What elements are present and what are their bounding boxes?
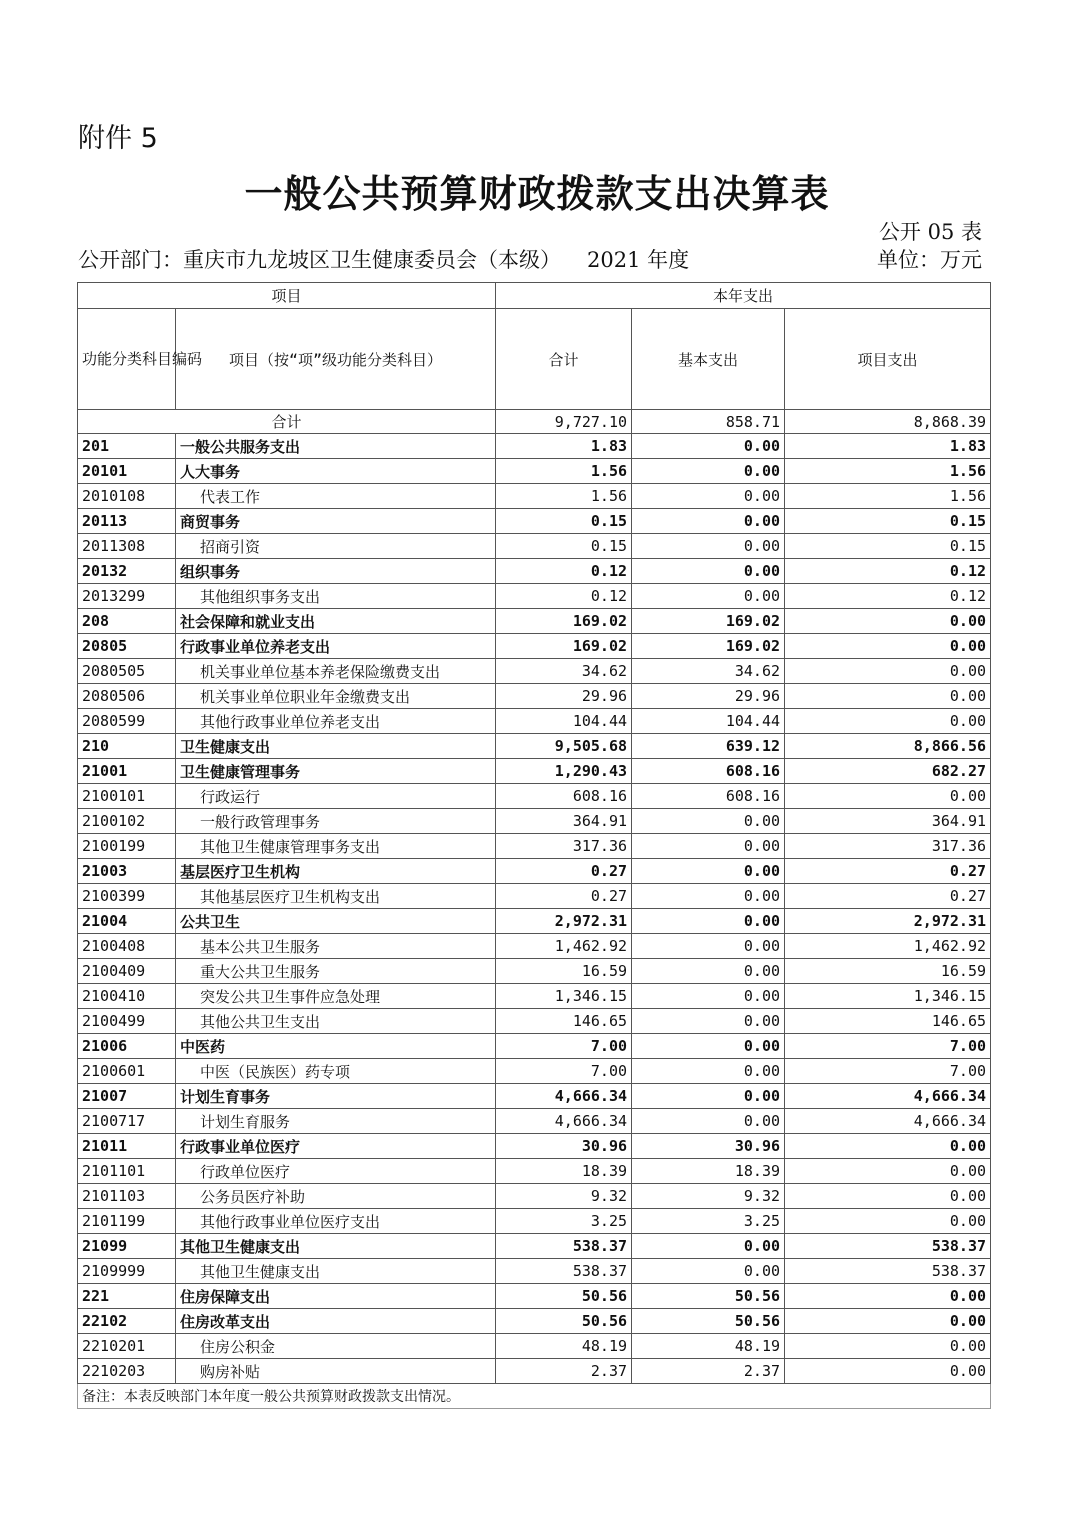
row-project: 1.83 (785, 434, 991, 459)
row-project: 7.00 (785, 1034, 991, 1059)
basic-header: 基本支出 (632, 309, 785, 410)
row-code: 2080506 (78, 684, 176, 709)
row-basic: 608.16 (632, 784, 785, 809)
row-name: 中医（民族医）药专项 (176, 1059, 496, 1084)
row-project: 317.36 (785, 834, 991, 859)
table-row (78, 884, 991, 909)
table-row (78, 1209, 991, 1234)
row-code: 2109999 (78, 1259, 176, 1284)
row-project: 0.12 (785, 559, 991, 584)
table-row (78, 809, 991, 834)
row-total: 2.37 (496, 1359, 632, 1384)
row-code: 21011 (78, 1134, 176, 1159)
row-project: 4,666.34 (785, 1109, 991, 1134)
row-total: 0.12 (496, 559, 632, 584)
row-total: 538.37 (496, 1259, 632, 1284)
department-name: 公开部门：重庆市九龙坡区卫生健康委员会（本级） (78, 248, 561, 272)
row-project: 0.15 (785, 509, 991, 534)
table-row (78, 684, 991, 709)
row-name: 人大事务 (176, 459, 496, 484)
table-row (78, 509, 991, 534)
row-basic: 0.00 (632, 509, 785, 534)
row-basic: 0.00 (632, 1034, 785, 1059)
row-basic: 0.00 (632, 884, 785, 909)
row-name: 其他行政事业单位医疗支出 (176, 1209, 496, 1234)
row-basic: 608.16 (632, 759, 785, 784)
row-basic: 0.00 (632, 584, 785, 609)
row-name: 卫生健康支出 (176, 734, 496, 759)
row-basic: 0.00 (632, 1259, 785, 1284)
row-name: 住房改革支出 (176, 1309, 496, 1334)
row-basic: 2.37 (632, 1359, 785, 1384)
row-total: 30.96 (496, 1134, 632, 1159)
row-project: 146.65 (785, 1009, 991, 1034)
row-basic: 18.39 (632, 1159, 785, 1184)
row-total: 7.00 (496, 1059, 632, 1084)
row-basic: 0.00 (632, 959, 785, 984)
department-line (78, 244, 689, 274)
row-code: 2100410 (78, 984, 176, 1009)
table-row (78, 609, 991, 634)
header-row-1 (78, 283, 991, 309)
row-name: 其他组织事务支出 (176, 584, 496, 609)
table-number: 公开 05 表 (878, 220, 982, 244)
table-row (78, 1009, 991, 1034)
row-basic: 0.00 (632, 1234, 785, 1259)
table-row (78, 984, 991, 1009)
row-project: 0.00 (785, 659, 991, 684)
row-total: 169.02 (496, 609, 632, 634)
total-row (78, 410, 991, 434)
row-code: 2080505 (78, 659, 176, 684)
row-name: 其他行政事业单位养老支出 (176, 709, 496, 734)
table-row (78, 709, 991, 734)
row-code: 2100409 (78, 959, 176, 984)
row-total: 1,290.43 (496, 759, 632, 784)
row-name: 机关事业单位基本养老保险缴费支出 (176, 659, 496, 684)
row-project: 0.00 (785, 609, 991, 634)
row-code: 201 (78, 434, 176, 459)
row-total: 7.00 (496, 1034, 632, 1059)
table-row (78, 1159, 991, 1184)
row-project: 0.00 (785, 1334, 991, 1359)
row-total: 1.83 (496, 434, 632, 459)
row-basic: 0.00 (632, 859, 785, 884)
table-row (78, 659, 991, 684)
row-project: 0.27 (785, 859, 991, 884)
row-total: 9,505.68 (496, 734, 632, 759)
row-basic: 9.32 (632, 1184, 785, 1209)
row-project: 0.12 (785, 584, 991, 609)
row-project: 8,866.56 (785, 734, 991, 759)
row-total: 169.02 (496, 634, 632, 659)
row-basic: 3.25 (632, 1209, 785, 1234)
row-code: 208 (78, 609, 176, 634)
table-row (78, 584, 991, 609)
row-project: 0.00 (785, 1209, 991, 1234)
row-project: 364.91 (785, 809, 991, 834)
row-basic: 34.62 (632, 659, 785, 684)
table-row (78, 634, 991, 659)
row-name: 计划生育服务 (176, 1109, 496, 1134)
row-basic: 169.02 (632, 634, 785, 659)
row-total: 50.56 (496, 1284, 632, 1309)
row-total: 0.27 (496, 884, 632, 909)
row-project: 0.00 (785, 1134, 991, 1159)
table-row (78, 1359, 991, 1384)
row-basic: 0.00 (632, 909, 785, 934)
row-basic: 169.02 (632, 609, 785, 634)
row-code: 2100408 (78, 934, 176, 959)
project-exp-header: 项目支出 (785, 309, 991, 410)
row-code: 2080599 (78, 709, 176, 734)
row-project: 0.00 (785, 634, 991, 659)
row-basic: 0.00 (632, 834, 785, 859)
row-code: 221 (78, 1284, 176, 1309)
table-row (78, 959, 991, 984)
row-name: 购房补贴 (176, 1359, 496, 1384)
row-code: 2101103 (78, 1184, 176, 1209)
row-code: 21001 (78, 759, 176, 784)
row-name: 计划生育事务 (176, 1084, 496, 1109)
row-code: 2010108 (78, 484, 176, 509)
row-name: 行政事业单位养老支出 (176, 634, 496, 659)
row-code: 2011308 (78, 534, 176, 559)
total-header: 合计 (496, 309, 632, 410)
row-project: 7.00 (785, 1059, 991, 1084)
row-code: 210 (78, 734, 176, 759)
table-row (78, 859, 991, 884)
row-project: 16.59 (785, 959, 991, 984)
row-project: 0.00 (785, 709, 991, 734)
row-project: 0.00 (785, 1359, 991, 1384)
table-row (78, 534, 991, 559)
row-basic: 0.00 (632, 984, 785, 1009)
page-title: 一般公共预算财政拨款支出决算表 (244, 171, 830, 216)
row-code: 2100717 (78, 1109, 176, 1134)
row-code: 2100499 (78, 1009, 176, 1034)
row-name: 其他卫生健康支出 (176, 1259, 496, 1284)
row-code: 22102 (78, 1309, 176, 1334)
row-project: 0.00 (785, 1184, 991, 1209)
table-row (78, 1284, 991, 1309)
row-name: 中医药 (176, 1034, 496, 1059)
table-row (78, 1234, 991, 1259)
header-row-2 (78, 309, 991, 410)
row-basic: 0.00 (632, 1109, 785, 1134)
row-basic: 639.12 (632, 734, 785, 759)
row-total: 1.56 (496, 484, 632, 509)
row-name: 行政事业单位医疗 (176, 1134, 496, 1159)
row-name: 招商引资 (176, 534, 496, 559)
row-total: 0.15 (496, 509, 632, 534)
row-project: 538.37 (785, 1259, 991, 1284)
row-name: 公共卫生 (176, 909, 496, 934)
table-row (78, 459, 991, 484)
row-project: 1,346.15 (785, 984, 991, 1009)
table-row (78, 784, 991, 809)
row-basic: 0.00 (632, 534, 785, 559)
row-code: 2100199 (78, 834, 176, 859)
row-basic: 0.00 (632, 434, 785, 459)
row-total: 4,666.34 (496, 1084, 632, 1109)
row-code: 20113 (78, 509, 176, 534)
attachment-label: 附件 5 (78, 123, 158, 154)
row-name: 一般行政管理事务 (176, 809, 496, 834)
row-project: 1.56 (785, 484, 991, 509)
fiscal-year: 2021 年度 (587, 248, 690, 272)
row-total: 364.91 (496, 809, 632, 834)
table-row (78, 484, 991, 509)
table-row (78, 1034, 991, 1059)
table-row (78, 559, 991, 584)
row-total: 317.36 (496, 834, 632, 859)
table-row (78, 909, 991, 934)
row-name: 住房保障支出 (176, 1284, 496, 1309)
row-basic: 0.00 (632, 809, 785, 834)
row-code: 2100101 (78, 784, 176, 809)
row-basic: 0.00 (632, 934, 785, 959)
table-row (78, 1184, 991, 1209)
current-year-header: 本年支出 (496, 283, 991, 309)
row-name: 商贸事务 (176, 509, 496, 534)
row-total: 2,972.31 (496, 909, 632, 934)
row-name: 其他公共卫生支出 (176, 1009, 496, 1034)
row-basic: 48.19 (632, 1334, 785, 1359)
table-row (78, 1259, 991, 1284)
row-name: 突发公共卫生事件应急处理 (176, 984, 496, 1009)
total-project: 8,868.39 (785, 410, 991, 434)
row-code: 2210201 (78, 1334, 176, 1359)
row-code: 21007 (78, 1084, 176, 1109)
row-code: 2100399 (78, 884, 176, 909)
row-code: 21099 (78, 1234, 176, 1259)
row-project: 0.00 (785, 1159, 991, 1184)
row-total: 50.56 (496, 1309, 632, 1334)
row-basic: 104.44 (632, 709, 785, 734)
row-project: 2,972.31 (785, 909, 991, 934)
total-basic: 858.71 (632, 410, 785, 434)
row-name: 住房公积金 (176, 1334, 496, 1359)
table-row (78, 834, 991, 859)
row-basic: 0.00 (632, 459, 785, 484)
row-code: 2013299 (78, 584, 176, 609)
row-code: 2101101 (78, 1159, 176, 1184)
row-name: 其他卫生健康管理事务支出 (176, 834, 496, 859)
row-name: 基本公共卫生服务 (176, 934, 496, 959)
row-code: 21004 (78, 909, 176, 934)
row-name: 卫生健康管理事务 (176, 759, 496, 784)
row-total: 146.65 (496, 1009, 632, 1034)
name-header: 项目（按“项”级功能分类科目） (176, 309, 496, 410)
table-row (78, 734, 991, 759)
row-project: 1.56 (785, 459, 991, 484)
table-row (78, 1059, 991, 1084)
row-name: 行政运行 (176, 784, 496, 809)
row-total: 16.59 (496, 959, 632, 984)
expenditure-table (77, 282, 991, 1409)
row-name: 其他基层医疗卫生机构支出 (176, 884, 496, 909)
row-code: 2210203 (78, 1359, 176, 1384)
row-name: 机关事业单位职业年金缴费支出 (176, 684, 496, 709)
row-project: 0.00 (785, 1284, 991, 1309)
row-total: 608.16 (496, 784, 632, 809)
code-header: 功能分类科目编码 (78, 309, 176, 410)
row-total: 0.15 (496, 534, 632, 559)
row-code: 20805 (78, 634, 176, 659)
unit-label: 单位：万元 (877, 248, 982, 272)
row-name: 组织事务 (176, 559, 496, 584)
table-row (78, 934, 991, 959)
row-code: 2100601 (78, 1059, 176, 1084)
row-total: 48.19 (496, 1334, 632, 1359)
row-name: 其他卫生健康支出 (176, 1234, 496, 1259)
row-basic: 0.00 (632, 1059, 785, 1084)
table-row (78, 759, 991, 784)
row-basic: 0.00 (632, 1084, 785, 1109)
table-row (78, 1334, 991, 1359)
row-basic: 50.56 (632, 1309, 785, 1334)
row-basic: 0.00 (632, 1009, 785, 1034)
total-label: 合计 (78, 410, 496, 434)
row-name: 重大公共卫生服务 (176, 959, 496, 984)
row-total: 1.56 (496, 459, 632, 484)
row-project: 0.00 (785, 684, 991, 709)
row-project: 0.00 (785, 1309, 991, 1334)
row-total: 0.12 (496, 584, 632, 609)
row-total: 9.32 (496, 1184, 632, 1209)
row-total: 3.25 (496, 1209, 632, 1234)
row-project: 4,666.34 (785, 1084, 991, 1109)
table-row (78, 434, 991, 459)
row-code: 2100102 (78, 809, 176, 834)
row-project: 1,462.92 (785, 934, 991, 959)
row-basic: 30.96 (632, 1134, 785, 1159)
row-project: 538.37 (785, 1234, 991, 1259)
row-code: 21003 (78, 859, 176, 884)
row-total: 29.96 (496, 684, 632, 709)
row-total: 0.27 (496, 859, 632, 884)
row-basic: 0.00 (632, 559, 785, 584)
total-total: 9,727.10 (496, 410, 632, 434)
table-row (78, 1309, 991, 1334)
table-row (78, 1084, 991, 1109)
row-code: 21006 (78, 1034, 176, 1059)
row-total: 4,666.34 (496, 1109, 632, 1134)
row-name: 代表工作 (176, 484, 496, 509)
row-code: 20132 (78, 559, 176, 584)
row-basic: 0.00 (632, 484, 785, 509)
row-code: 2101199 (78, 1209, 176, 1234)
row-basic: 50.56 (632, 1284, 785, 1309)
row-name: 社会保障和就业支出 (176, 609, 496, 634)
row-name: 公务员医疗补助 (176, 1184, 496, 1209)
row-project: 0.00 (785, 784, 991, 809)
row-project: 0.27 (785, 884, 991, 909)
row-total: 1,346.15 (496, 984, 632, 1009)
row-name: 基层医疗卫生机构 (176, 859, 496, 884)
row-project: 682.27 (785, 759, 991, 784)
row-total: 1,462.92 (496, 934, 632, 959)
row-code: 20101 (78, 459, 176, 484)
row-name: 一般公共服务支出 (176, 434, 496, 459)
note-row (78, 1384, 991, 1409)
row-total: 104.44 (496, 709, 632, 734)
row-total: 538.37 (496, 1234, 632, 1259)
row-project: 0.15 (785, 534, 991, 559)
row-basic: 29.96 (632, 684, 785, 709)
project-header: 项目 (78, 283, 496, 309)
row-name: 行政单位医疗 (176, 1159, 496, 1184)
row-total: 34.62 (496, 659, 632, 684)
row-total: 18.39 (496, 1159, 632, 1184)
table-row (78, 1109, 991, 1134)
note-text: 备注：本表反映部门本年度一般公共预算财政拨款支出情况。 (78, 1384, 991, 1409)
table-row (78, 1134, 991, 1159)
